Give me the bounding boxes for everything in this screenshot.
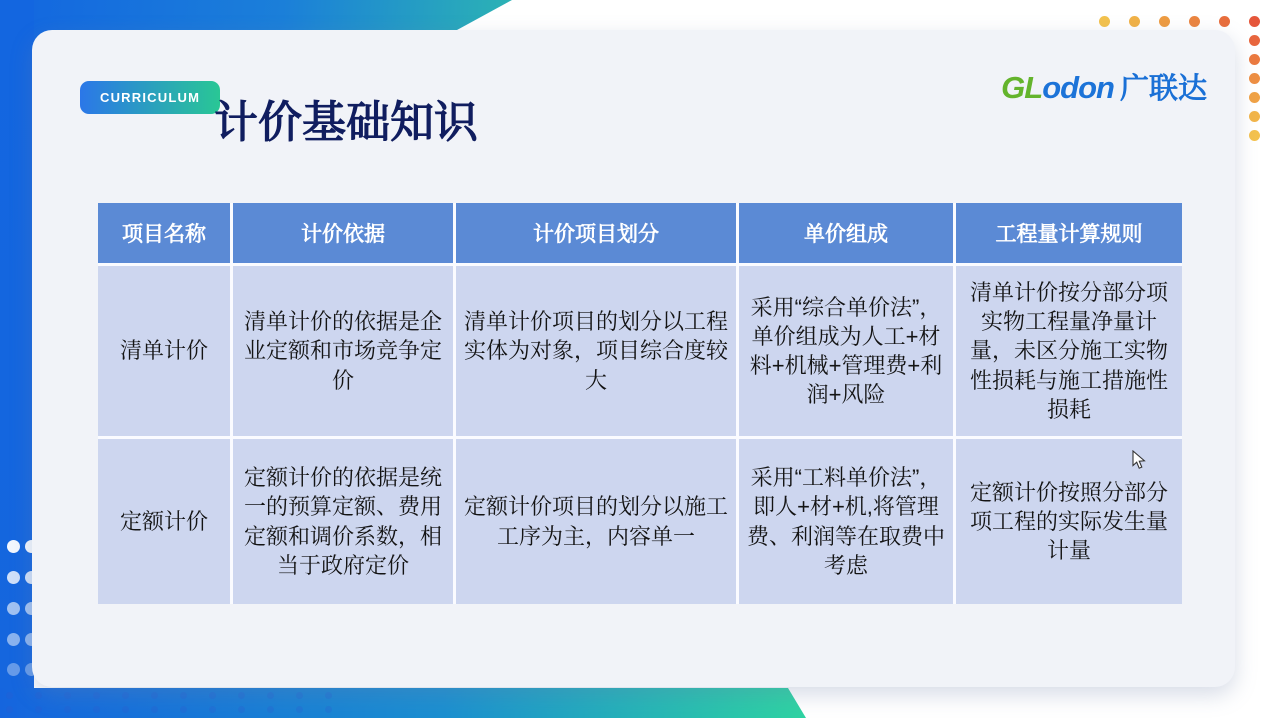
orange-dot xyxy=(1189,16,1200,27)
table-cell: 清单计价 xyxy=(98,266,230,436)
table-cell: 定额计价项目的划分以施工工序为主，内容单一 xyxy=(456,439,736,604)
orange-dot xyxy=(1249,16,1260,27)
left-gradient-strip xyxy=(0,0,34,718)
logo-latin-green: GL xyxy=(1001,70,1043,105)
table-cell: 定额计价按照分部分项工程的实际发生量计量 xyxy=(956,439,1182,604)
orange-dot xyxy=(1099,16,1110,27)
orange-dot xyxy=(1159,16,1170,27)
pricing-comparison-table xyxy=(98,203,1182,604)
orange-dot xyxy=(1249,35,1260,46)
orange-dot xyxy=(1249,111,1260,122)
header-cell-project-name: 项目名称 xyxy=(98,203,230,263)
glodon-logo xyxy=(1001,66,1207,107)
mouse-cursor-icon xyxy=(1132,450,1147,470)
page-title: 计价基础知识 xyxy=(214,98,478,148)
orange-dot xyxy=(1249,54,1260,65)
header-cell-quantity-rules: 工程量计算规则 xyxy=(956,203,1182,263)
table-cell: 清单计价项目的划分以工程实体为对象，项目综合度较大 xyxy=(456,266,736,436)
orange-dot xyxy=(1249,130,1260,141)
bottom-gradient-band xyxy=(0,688,806,718)
table-cell: 清单计价的依据是企业定额和市场竞争定价 xyxy=(233,266,453,436)
logo-chinese-name: 广联达 xyxy=(1119,73,1207,105)
table-cell: 清单计价按分部分项实物工程量净量计量，未区分施工实物性损耗与施工措施性损耗 xyxy=(956,266,1182,436)
table-cell: 采用“工料单价法”，即人+材+机,将管理费、利润等在取费中考虑 xyxy=(739,439,953,604)
orange-dot xyxy=(1249,92,1260,103)
table-cell: 定额计价的依据是统一的预算定额、费用定额和调价系数，相当于政府定价 xyxy=(233,439,453,604)
orange-dot xyxy=(1249,73,1260,84)
orange-dot xyxy=(1129,16,1140,27)
header-cell-unit-price: 单价组成 xyxy=(739,203,953,263)
table-cell: 定额计价 xyxy=(98,439,230,604)
table-cell: 采用“综合单价法”，单价组成为人工+材料+机械+管理费+利润+风险 xyxy=(739,266,953,436)
logo-latin-blue: odon xyxy=(1042,70,1114,105)
header-cell-pricing-basis: 计价依据 xyxy=(233,203,453,263)
curriculum-badge: CURRICULUM xyxy=(80,81,220,114)
orange-dot xyxy=(1219,16,1230,27)
header-cell-item-division: 计价项目划分 xyxy=(456,203,736,263)
slide-card xyxy=(32,30,1235,687)
